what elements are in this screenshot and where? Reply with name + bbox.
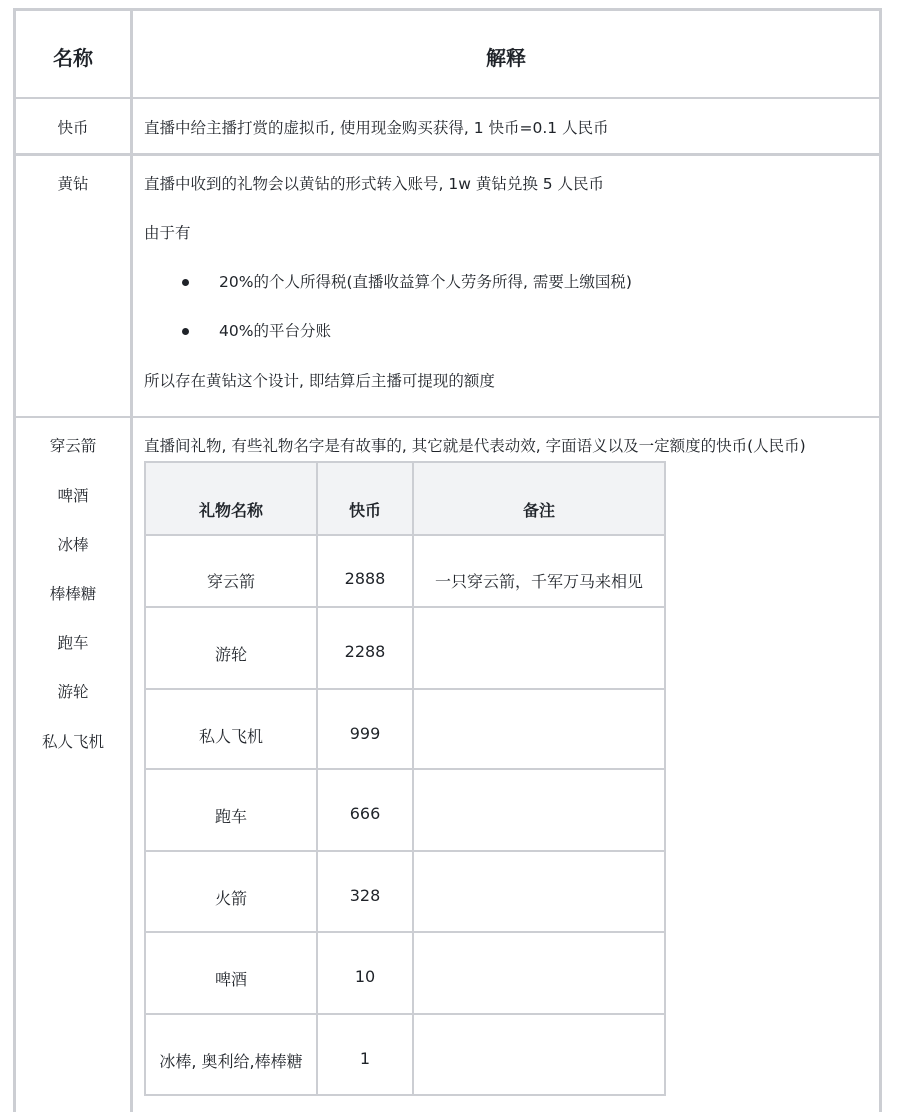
- row-divider-2: [13, 153, 882, 156]
- gift-col-header-coins: 快币: [348, 501, 381, 520]
- huangzuan-conclusion: 所以存在黄钻这个设计, 即结算后主播可提现的额度: [144, 372, 495, 390]
- outer-border-right: [879, 8, 882, 1112]
- gift-term-2: 啤酒: [57, 487, 89, 505]
- gift-row-name: 冰棒, 奥利给,棒棒糖: [159, 1052, 303, 1071]
- gifts-intro: 直播间礼物, 有些礼物名字是有故事的, 其它就是代表动效, 字面语义以及一定额度的快币(人民币): [144, 437, 806, 455]
- gift-row-coins: 328: [349, 886, 381, 905]
- gift-row-coins: 2888: [344, 569, 386, 588]
- gift-table-row-divider: [144, 688, 666, 690]
- gift-table-border-top: [144, 461, 666, 463]
- gift-table-border-left: [144, 461, 146, 1096]
- gift-table-col-divider-1: [316, 461, 318, 1096]
- gift-table-row-divider: [144, 606, 666, 608]
- header-name: 名称: [53, 46, 93, 70]
- gift-col-header-name: 礼物名称: [198, 501, 263, 520]
- gift-table-row-divider: [144, 534, 666, 536]
- term-kuaibi: 快币: [57, 119, 89, 137]
- term-huangzuan: 黄钻: [57, 175, 89, 193]
- gift-row-name: 火箭: [214, 889, 247, 908]
- column-divider: [130, 8, 133, 1112]
- kuaibi-definition: 直播中给主播打赏的虚拟币, 使用现金购买获得, 1 快币=0.1 人民币: [144, 119, 609, 137]
- gift-row-coins: 666: [349, 804, 381, 823]
- row-divider-3: [13, 416, 882, 418]
- gift-table-border-right: [664, 461, 666, 1096]
- gift-term-7: 私人飞机: [41, 733, 104, 751]
- header-explanation: 解释: [486, 46, 526, 70]
- gift-term-3: 冰棒: [57, 536, 89, 554]
- gift-term-5: 跑车: [57, 634, 89, 652]
- gift-term-1: 穿云箭: [49, 437, 97, 455]
- gift-table-row-divider: [144, 850, 666, 852]
- gift-col-header-note: 备注: [522, 501, 555, 520]
- gift-table-row-divider: [144, 768, 666, 770]
- gift-row-name: 私人飞机: [198, 727, 263, 746]
- gift-term-6: 游轮: [57, 683, 89, 701]
- gift-table-border-bottom: [144, 1094, 666, 1096]
- gift-term-4: 棒棒糖: [49, 585, 97, 603]
- bullet-item-tax: 20%的个人所得税(直播收益算个人劳务所得, 需要上缴国税): [219, 273, 632, 291]
- gift-row-note: 一只穿云箭，千军万马来相见: [434, 572, 643, 591]
- gift-table-col-divider-2: [412, 461, 414, 1096]
- gift-row-name: 游轮: [214, 645, 247, 664]
- bullet-dot: [182, 328, 189, 335]
- huangzuan-reason-intro: 由于有: [144, 224, 191, 242]
- gift-row-name: 跑车: [214, 807, 247, 826]
- bullet-dot: [182, 279, 189, 286]
- gift-row-name: 啤酒: [214, 970, 247, 989]
- bullet-item-platform-share: 40%的平台分账: [219, 322, 331, 340]
- row-divider-1: [13, 97, 882, 99]
- gift-row-coins: 1: [359, 1049, 371, 1068]
- gift-row-coins: 2288: [344, 642, 386, 661]
- gift-row-coins: 999: [349, 724, 381, 743]
- huangzuan-definition: 直播中收到的礼物会以黄钻的形式转入账号, 1w 黄钻兑换 5 人民币: [144, 175, 605, 193]
- gift-table-row-divider: [144, 931, 666, 933]
- gift-row-coins: 10: [354, 967, 376, 986]
- gift-table-row-divider: [144, 1013, 666, 1015]
- gift-row-name: 穿云箭: [206, 572, 255, 591]
- outer-border-top: [13, 8, 882, 11]
